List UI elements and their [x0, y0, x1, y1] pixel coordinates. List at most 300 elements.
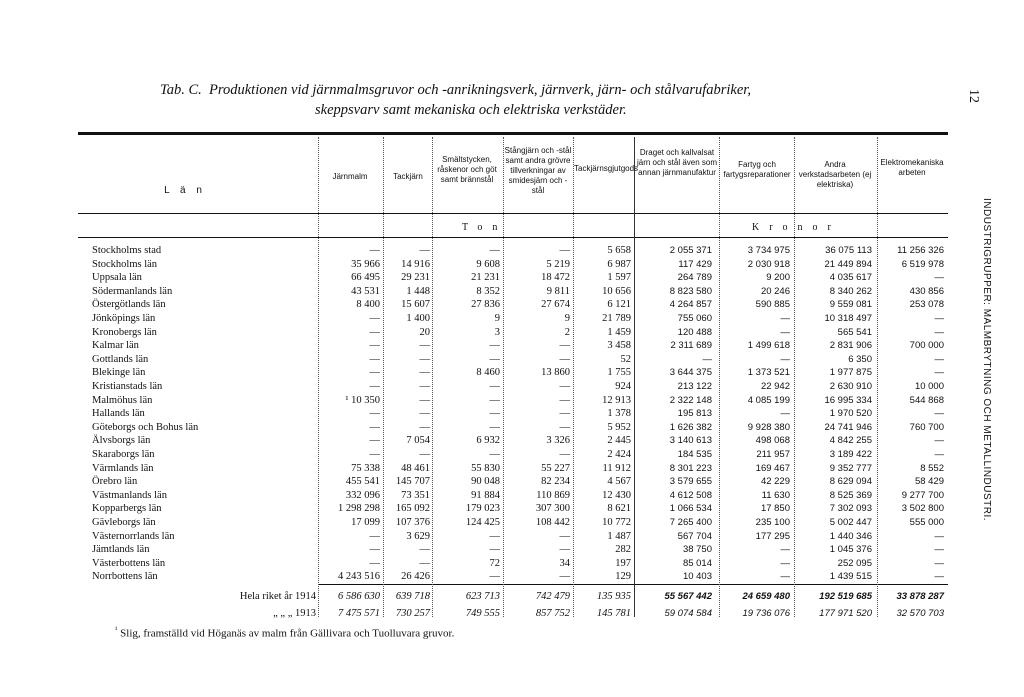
- cell-c7: 22 942: [760, 381, 790, 392]
- cell-c8: 177 971 520: [819, 608, 872, 619]
- cell-c2: 20: [419, 326, 430, 338]
- cell-c9: 32 570 703: [896, 608, 944, 619]
- header-lan: L ä n: [164, 185, 206, 196]
- cell-c7: 177 295: [755, 530, 790, 542]
- cell-c6: 264 789: [677, 272, 712, 284]
- cell-c9: —: [934, 557, 944, 569]
- column-divider: [573, 137, 574, 617]
- cell-c3: —: [489, 530, 500, 542]
- cell-c4: —: [559, 245, 570, 256]
- header-bottom-rule: [78, 213, 948, 214]
- row-label: Stockholms stad: [92, 245, 162, 256]
- cell-c2: 15 607: [401, 299, 430, 311]
- cell-c9: —: [934, 326, 944, 338]
- cell-c9: 700 000: [909, 340, 944, 352]
- header-elektromekaniska: Elektromekaniska arbeten: [880, 158, 944, 177]
- header-stangjarn: Stångjärn och -stål samt andra grövre tillverkningar av smidesjärn och -stål: [504, 146, 572, 195]
- cell-c8: 5 002 447: [829, 517, 872, 528]
- cell-c2: 145 707: [395, 476, 430, 488]
- cell-c8: 1 440 346: [829, 530, 872, 542]
- cell-c2: —: [419, 245, 430, 256]
- cell-c8: 8 525 369: [829, 489, 872, 501]
- cell-c3: 72: [489, 557, 500, 569]
- cell-c9: —: [934, 408, 944, 420]
- row-label: Älvsborgs län: [92, 435, 151, 447]
- cell-c8: 7 302 093: [829, 503, 872, 515]
- cell-c7: 24 659 480: [742, 591, 790, 602]
- cell-c2: 48 461: [401, 462, 430, 474]
- cell-c5: 11 912: [602, 462, 631, 474]
- cell-c7: —: [780, 557, 790, 569]
- cell-c6: 2 055 371: [669, 245, 712, 256]
- cell-c5: 21 789: [602, 313, 631, 324]
- cell-c2: —: [419, 394, 430, 406]
- cell-c8: 1 977 875: [829, 367, 872, 379]
- cell-c1: 455 541: [345, 476, 380, 488]
- cell-c1: 66 495: [351, 272, 380, 284]
- cell-c2: 107 376: [395, 517, 430, 528]
- table-title: [160, 80, 920, 120]
- cell-c4: 13 860: [541, 367, 570, 379]
- row-label: Malmöhus län: [92, 394, 153, 406]
- cell-c1: —: [369, 544, 380, 556]
- cell-c7: 169 467: [755, 462, 790, 474]
- cell-c5: 4 567: [607, 476, 631, 488]
- cell-c2: 165 092: [395, 503, 430, 515]
- cell-c1: —: [369, 367, 380, 379]
- cell-c2: 3 629: [406, 530, 430, 542]
- cell-c9: 253 078: [909, 299, 944, 311]
- cell-c7: 19 736 076: [742, 608, 790, 619]
- header-jarnmalm: Järnmalm: [332, 172, 368, 181]
- cell-c2: —: [419, 408, 430, 420]
- cell-c6: 755 060: [677, 313, 712, 324]
- cell-c6: 567 704: [677, 530, 712, 542]
- cell-c7: —: [780, 326, 790, 338]
- row-label: Kalmar län: [92, 340, 139, 352]
- cell-c4: —: [559, 530, 570, 542]
- cell-c2: 26 426: [401, 571, 430, 583]
- header-fartyg: Fartyg och fartygsreparationer: [723, 160, 791, 179]
- cell-c8: 192 519 685: [819, 591, 872, 602]
- cell-c2: —: [419, 381, 430, 392]
- cell-c8: 8 340 262: [829, 285, 872, 297]
- cell-c9: —: [934, 435, 944, 447]
- cell-c4: 34: [559, 557, 570, 569]
- cell-c6: 1 066 534: [669, 503, 712, 515]
- cell-c5: 6 987: [607, 258, 631, 270]
- cell-c2: 7 054: [406, 435, 430, 447]
- cell-c7: 211 957: [756, 449, 790, 460]
- cell-c4: 55 227: [541, 462, 570, 474]
- cell-c5: 1 459: [607, 326, 631, 338]
- cell-c5: 3 458: [607, 340, 631, 352]
- cell-c6: 184 535: [677, 449, 712, 460]
- cell-c4: 82 234: [541, 476, 570, 488]
- cell-c5: 1 487: [607, 530, 631, 542]
- cell-c4: —: [559, 544, 570, 556]
- side-running-head: INDUSTRIGRUPPER: MALMBRYTNING OCH METALLINDUSTRI.: [981, 198, 992, 522]
- cell-c2: 29 231: [401, 272, 430, 284]
- cell-c5: 1 378: [607, 408, 631, 420]
- column-divider: [383, 137, 384, 617]
- cell-c1: —: [369, 381, 380, 392]
- cell-c3: —: [489, 449, 500, 460]
- cell-c7: 3 734 975: [747, 245, 790, 256]
- cell-c9: 9 277 700: [901, 489, 944, 501]
- cell-c4: —: [559, 353, 570, 365]
- column-divider: [318, 137, 319, 617]
- cell-c5: 1 755: [607, 367, 631, 379]
- cell-c1: —: [369, 530, 380, 542]
- cell-c4: 9 811: [546, 285, 570, 297]
- title-prefix: Tab. C.: [160, 82, 202, 98]
- cell-c9: 33 878 287: [896, 591, 944, 602]
- cell-c6: 59 074 584: [664, 608, 712, 619]
- page-number: 12: [966, 89, 981, 103]
- row-label: Värmlands län: [92, 462, 154, 474]
- cell-c2: 1 400: [406, 313, 430, 324]
- cell-c4: 110 869: [536, 489, 570, 501]
- cell-c1: —: [369, 557, 380, 569]
- cell-c2: 730 257: [395, 608, 430, 619]
- cell-c6: 8 823 580: [669, 285, 712, 297]
- cell-c8: 24 741 946: [824, 421, 872, 433]
- row-label: Jämtlands län: [92, 544, 150, 556]
- cell-c8: 2 831 906: [829, 340, 872, 352]
- cell-c7: —: [780, 571, 790, 583]
- cell-c1: 332 096: [345, 489, 380, 501]
- cell-c6: —: [702, 353, 712, 365]
- cell-c3: —: [489, 421, 500, 433]
- cell-c8: 2 630 910: [829, 381, 872, 392]
- cell-c9: 58 429: [914, 476, 944, 488]
- cell-c7: 2 030 918: [747, 258, 790, 270]
- cell-c9: 555 000: [909, 517, 944, 528]
- cell-c2: 14 916: [401, 258, 430, 270]
- cell-c1: 17 099: [351, 517, 380, 528]
- cell-c6: 3 644 375: [669, 367, 712, 379]
- row-label: Östergötlands län: [92, 299, 166, 311]
- cell-c3: 749 555: [465, 608, 500, 619]
- cell-c9: —: [934, 544, 944, 556]
- cell-c3: 21 231: [471, 272, 500, 284]
- cell-c3: 9: [494, 313, 500, 324]
- unit-ton: Ton: [462, 222, 508, 233]
- cell-c7: 9 928 380: [747, 421, 790, 433]
- cell-c7: 42 229: [760, 476, 790, 488]
- row-label: Uppsala län: [92, 272, 142, 284]
- cell-c3: 6 932: [476, 435, 500, 447]
- row-label: Jönköpings län: [92, 313, 156, 324]
- cell-c8: 565 541: [837, 326, 872, 338]
- unit-kronor: Kronor: [752, 222, 841, 233]
- cell-c5: 6 121: [607, 299, 631, 311]
- cell-c3: 124 425: [465, 517, 500, 528]
- cell-c7: 17 850: [760, 503, 790, 515]
- row-label: Västernorrlands län: [92, 530, 175, 542]
- cell-c3: 90 048: [471, 476, 500, 488]
- cell-c2: 73 351: [401, 489, 430, 501]
- cell-c4: 307 300: [535, 503, 570, 515]
- cell-c3: —: [489, 394, 500, 406]
- cell-c7: 1 499 618: [747, 340, 790, 352]
- cell-c2: —: [419, 544, 430, 556]
- cell-c5: 282: [615, 544, 631, 556]
- cell-c7: 11 630: [761, 489, 790, 501]
- cell-c9: —: [934, 449, 944, 460]
- row-label: Kronobergs län: [92, 326, 157, 338]
- cell-c6: 4 612 508: [669, 489, 712, 501]
- cell-c9: —: [934, 272, 944, 284]
- cell-c8: 4 842 255: [829, 435, 872, 447]
- cell-c3: —: [489, 340, 500, 352]
- cell-c8: 10 318 497: [824, 313, 872, 324]
- cell-c9: 3 502 800: [901, 503, 944, 515]
- cell-c9: —: [934, 571, 944, 583]
- cell-c6: 38 750: [682, 544, 712, 556]
- cell-c1: —: [369, 340, 380, 352]
- cell-c9: —: [934, 530, 944, 542]
- cell-c6: 8 301 223: [669, 462, 712, 474]
- cell-c9: 430 856: [909, 285, 944, 297]
- row-label: Kristianstads län: [92, 381, 163, 392]
- cell-c9: —: [934, 367, 944, 379]
- cell-c3: 8 352: [476, 285, 500, 297]
- column-divider: [794, 137, 795, 617]
- row-label: Kopparbergs län: [92, 503, 162, 515]
- cell-c7: 590 885: [755, 299, 790, 311]
- top-rule: [78, 132, 948, 135]
- totals-top-rule: [318, 584, 948, 585]
- cell-c4: —: [559, 381, 570, 392]
- cell-c8: 1 045 376: [829, 544, 872, 556]
- cell-c7: —: [780, 353, 790, 365]
- cell-c4: 9: [564, 313, 570, 324]
- row-label: Stockholms län: [92, 258, 158, 270]
- header-andra-verkstad: Andra verkstadsarbeten (ej elektriska): [798, 160, 872, 189]
- cell-c4: 857 752: [535, 608, 570, 619]
- cell-c5: 145 781: [596, 608, 631, 619]
- cell-c4: 18 472: [541, 272, 570, 284]
- row-label: Västerbottens län: [92, 557, 166, 569]
- cell-c3: 623 713: [465, 591, 500, 602]
- cell-c9: —: [934, 313, 944, 324]
- cell-c5: 2 445: [607, 435, 631, 447]
- cell-c8: 8 629 094: [829, 476, 872, 488]
- cell-c3: 27 836: [471, 299, 500, 311]
- cell-c5: 5 952: [607, 421, 631, 433]
- cell-c8: 4 035 617: [829, 272, 872, 284]
- cell-c3: —: [489, 245, 500, 256]
- cell-c5: 2 424: [607, 449, 631, 460]
- cell-c6: 195 813: [677, 408, 712, 420]
- cell-c5: 924: [615, 381, 631, 392]
- cell-c6: 55 567 442: [664, 591, 712, 602]
- header-tackjarn: Tackjärn: [393, 172, 423, 181]
- cell-c2: —: [419, 557, 430, 569]
- cell-c7: —: [780, 544, 790, 556]
- cell-c4: 2: [564, 326, 570, 338]
- cell-c8: 252 095: [837, 557, 872, 569]
- cell-c4: 5 219: [546, 258, 570, 270]
- cell-c8: 1 439 515: [829, 571, 872, 583]
- cell-c4: —: [559, 394, 570, 406]
- column-divider: [877, 137, 878, 617]
- row-label: Södermanlands län: [92, 285, 173, 297]
- cell-c7: 1 373 521: [747, 367, 790, 379]
- cell-c7: 4 085 199: [747, 394, 790, 406]
- cell-c9: 8 552: [920, 462, 944, 474]
- cell-c1: —: [369, 353, 380, 365]
- cell-c9: 10 000: [914, 381, 944, 392]
- cell-c3: 55 830: [471, 462, 500, 474]
- cell-c1: —: [369, 326, 380, 338]
- cell-c9: 6 519 978: [901, 258, 944, 270]
- cell-c8: 6 350: [848, 353, 872, 365]
- cell-c7: —: [780, 313, 790, 324]
- cell-c1: —: [369, 313, 380, 324]
- cell-c3: —: [489, 408, 500, 420]
- cell-c4: 27 674: [541, 299, 570, 311]
- cell-c4: —: [559, 571, 570, 583]
- cell-c5: 135 935: [596, 591, 631, 602]
- cell-c1: —: [369, 449, 380, 460]
- cell-c9: 760 700: [909, 421, 944, 433]
- cell-c3: —: [489, 353, 500, 365]
- row-label: Skaraborgs län: [92, 449, 155, 460]
- cell-c7: 20 246: [760, 285, 790, 297]
- column-divider: [503, 137, 504, 617]
- cell-c6: 1 626 382: [669, 421, 712, 433]
- cell-c2: 1 448: [406, 285, 430, 297]
- title-line2: skeppsvarv samt mekaniska och elektriska verkstäder.: [315, 102, 627, 118]
- cell-c8: 1 970 520: [829, 408, 872, 420]
- cell-c1: —: [369, 435, 380, 447]
- row-label: Norrbottens län: [92, 571, 158, 583]
- cell-c1: —: [369, 408, 380, 420]
- cell-c5: 12 430: [602, 489, 631, 501]
- cell-c4: 742 479: [535, 591, 570, 602]
- cell-c9: 11 256 326: [897, 245, 944, 256]
- cell-c6: 120 488: [677, 326, 712, 338]
- cell-c1: ¹ 10 350: [345, 394, 380, 406]
- cell-c4: —: [559, 408, 570, 420]
- cell-c3: 3: [494, 326, 500, 338]
- cell-c3: 9 608: [476, 258, 500, 270]
- cell-c5: 10 656: [602, 285, 631, 297]
- cell-c6: 2 311 689: [670, 340, 712, 352]
- cell-c1: 7 475 571: [338, 608, 380, 619]
- row-label: Örebro län: [92, 476, 138, 488]
- title-line1: Produktionen vid järnmalmsgruvor och -anrikningsverk, järnverk, järn- och stålvarufabriker,: [209, 82, 751, 98]
- cell-c4: 3 326: [546, 435, 570, 447]
- cell-c6: 85 014: [682, 557, 712, 569]
- cell-c1: 35 966: [351, 258, 380, 270]
- footnote-text: Slig, framställd vid Höganäs av malm från Gällivara och Tuolluvara gruvor.: [120, 627, 455, 640]
- cell-c6: 117 429: [678, 258, 712, 270]
- cell-c6: 7 265 400: [669, 517, 712, 528]
- cell-c6: 10 403: [682, 571, 712, 583]
- cell-c3: 8 460: [476, 367, 500, 379]
- cell-c2: —: [419, 353, 430, 365]
- cell-c9: —: [934, 353, 944, 365]
- footnote-mark: ¹: [115, 625, 118, 634]
- row-label: Göteborgs och Bohus län: [92, 421, 199, 433]
- cell-c2: 639 718: [395, 591, 430, 602]
- cell-c8: 9 559 081: [829, 299, 872, 311]
- column-divider: [432, 137, 433, 617]
- cell-c6: 3 579 655: [669, 476, 712, 488]
- cell-c3: —: [489, 381, 500, 392]
- cell-c2: —: [419, 340, 430, 352]
- cell-c2: —: [419, 449, 430, 460]
- cell-c1: 6 586 630: [338, 591, 380, 602]
- row-label: Hallands län: [92, 408, 145, 420]
- cell-c6: 3 140 613: [669, 435, 712, 447]
- cell-c4: —: [559, 421, 570, 433]
- units-bottom-rule: [78, 237, 948, 238]
- row-label: Blekinge län: [92, 367, 146, 379]
- column-divider: [719, 137, 720, 617]
- cell-c8: 21 449 894: [824, 258, 872, 270]
- cell-c1: —: [369, 245, 380, 256]
- cell-c1: 8 400: [356, 299, 380, 311]
- cell-c3: 179 023: [465, 503, 500, 515]
- cell-c5: 12 913: [602, 394, 631, 406]
- cell-c5: 8 621: [607, 503, 631, 515]
- cell-c5: 52: [620, 353, 631, 365]
- cell-c4: —: [559, 340, 570, 352]
- cell-c7: 9 200: [766, 272, 790, 284]
- cell-c2: —: [419, 367, 430, 379]
- cell-c8: 3 189 422: [829, 449, 872, 460]
- row-label: Gävleborgs län: [92, 517, 156, 528]
- row-label: Hela riket år 1914: [239, 591, 316, 602]
- cell-c3: —: [489, 544, 500, 556]
- cell-c3: 91 884: [471, 489, 500, 501]
- cell-c5: 197: [615, 557, 631, 569]
- cell-c1: 4 243 516: [338, 571, 380, 583]
- cell-c7: 235 100: [755, 517, 790, 528]
- row-label: Västmanlands län: [92, 489, 167, 501]
- header-tackjarnsgjutgods: Tackjärnsgjutgods: [574, 164, 639, 173]
- cell-c2: —: [419, 421, 430, 433]
- cell-c3: —: [489, 571, 500, 583]
- row-label: Gottlands län: [92, 353, 149, 365]
- cell-c7: —: [780, 408, 790, 420]
- cell-c7: 498 068: [755, 435, 790, 447]
- cell-c5: 1 597: [607, 272, 631, 284]
- cell-c1: 75 338: [351, 462, 380, 474]
- cell-c9: 544 868: [909, 394, 944, 406]
- header-smaltstycken: Smältstycken, råskenor och göt samt brännstål: [437, 155, 497, 184]
- cell-c6: 213 122: [677, 381, 712, 392]
- header-draget: Draget och kallvalsat järn och stål även som annan järnmanufaktur: [636, 148, 718, 177]
- cell-c8: 16 995 334: [824, 394, 872, 406]
- cell-c5: 5 658: [607, 245, 631, 256]
- footnote: [115, 625, 454, 640]
- cell-c1: —: [369, 421, 380, 433]
- column-divider: [634, 137, 635, 617]
- cell-c5: 129: [615, 571, 631, 583]
- cell-c6: 4 264 857: [669, 299, 712, 311]
- cell-c1: 43 531: [351, 285, 380, 297]
- cell-c5: 10 772: [602, 517, 631, 528]
- cell-c4: —: [559, 449, 570, 460]
- row-label: „ „ „ 1913: [273, 608, 316, 619]
- cell-c6: 2 322 148: [669, 394, 712, 406]
